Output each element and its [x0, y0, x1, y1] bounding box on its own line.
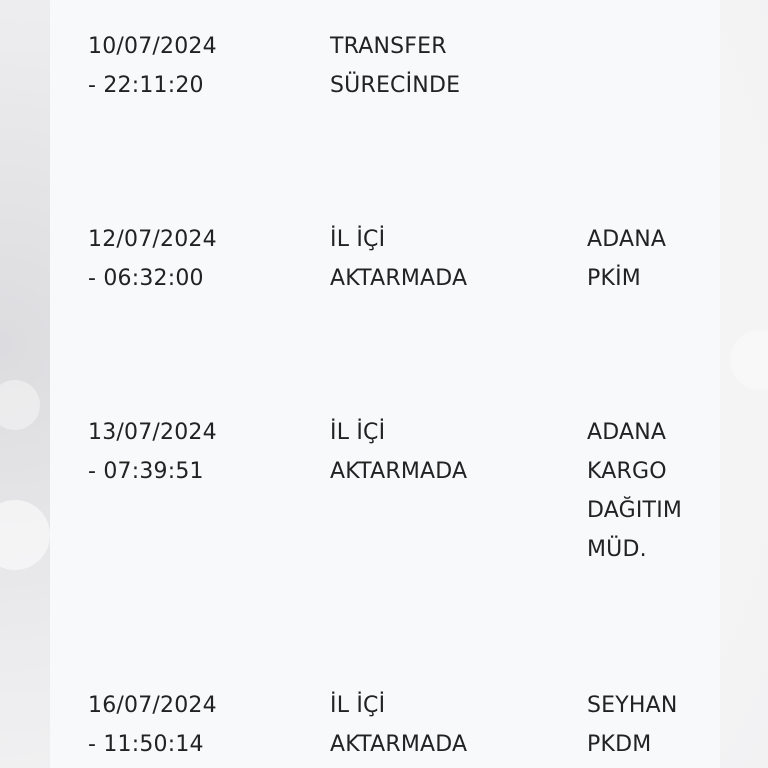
event-location: ADANA KARGO DAĞITIM MÜD. — [587, 420, 683, 562]
event-location: ADANA PKİM — [587, 227, 667, 291]
tracking-history-card — [50, 0, 720, 768]
event-location: SEYHAN PKDM — [587, 693, 678, 757]
background-bokeh — [730, 330, 768, 390]
event-date: 16/07/2024 - 11:50:14 — [88, 693, 217, 757]
event-date: 10/07/2024 - 22:11:20 — [88, 34, 217, 98]
event-status: İL İÇİ AKTARMADA — [330, 227, 468, 291]
event-status: İL İÇİ AKTARMADA — [330, 693, 468, 757]
background-bokeh — [0, 500, 50, 570]
event-status: İL İÇİ AKTARMADA — [330, 420, 468, 484]
background-bokeh — [0, 380, 40, 430]
event-date: 13/07/2024 - 07:39:51 — [88, 420, 217, 484]
event-date: 12/07/2024 - 06:32:00 — [88, 227, 217, 291]
event-status: TRANSFER SÜRECİNDE — [330, 34, 461, 98]
